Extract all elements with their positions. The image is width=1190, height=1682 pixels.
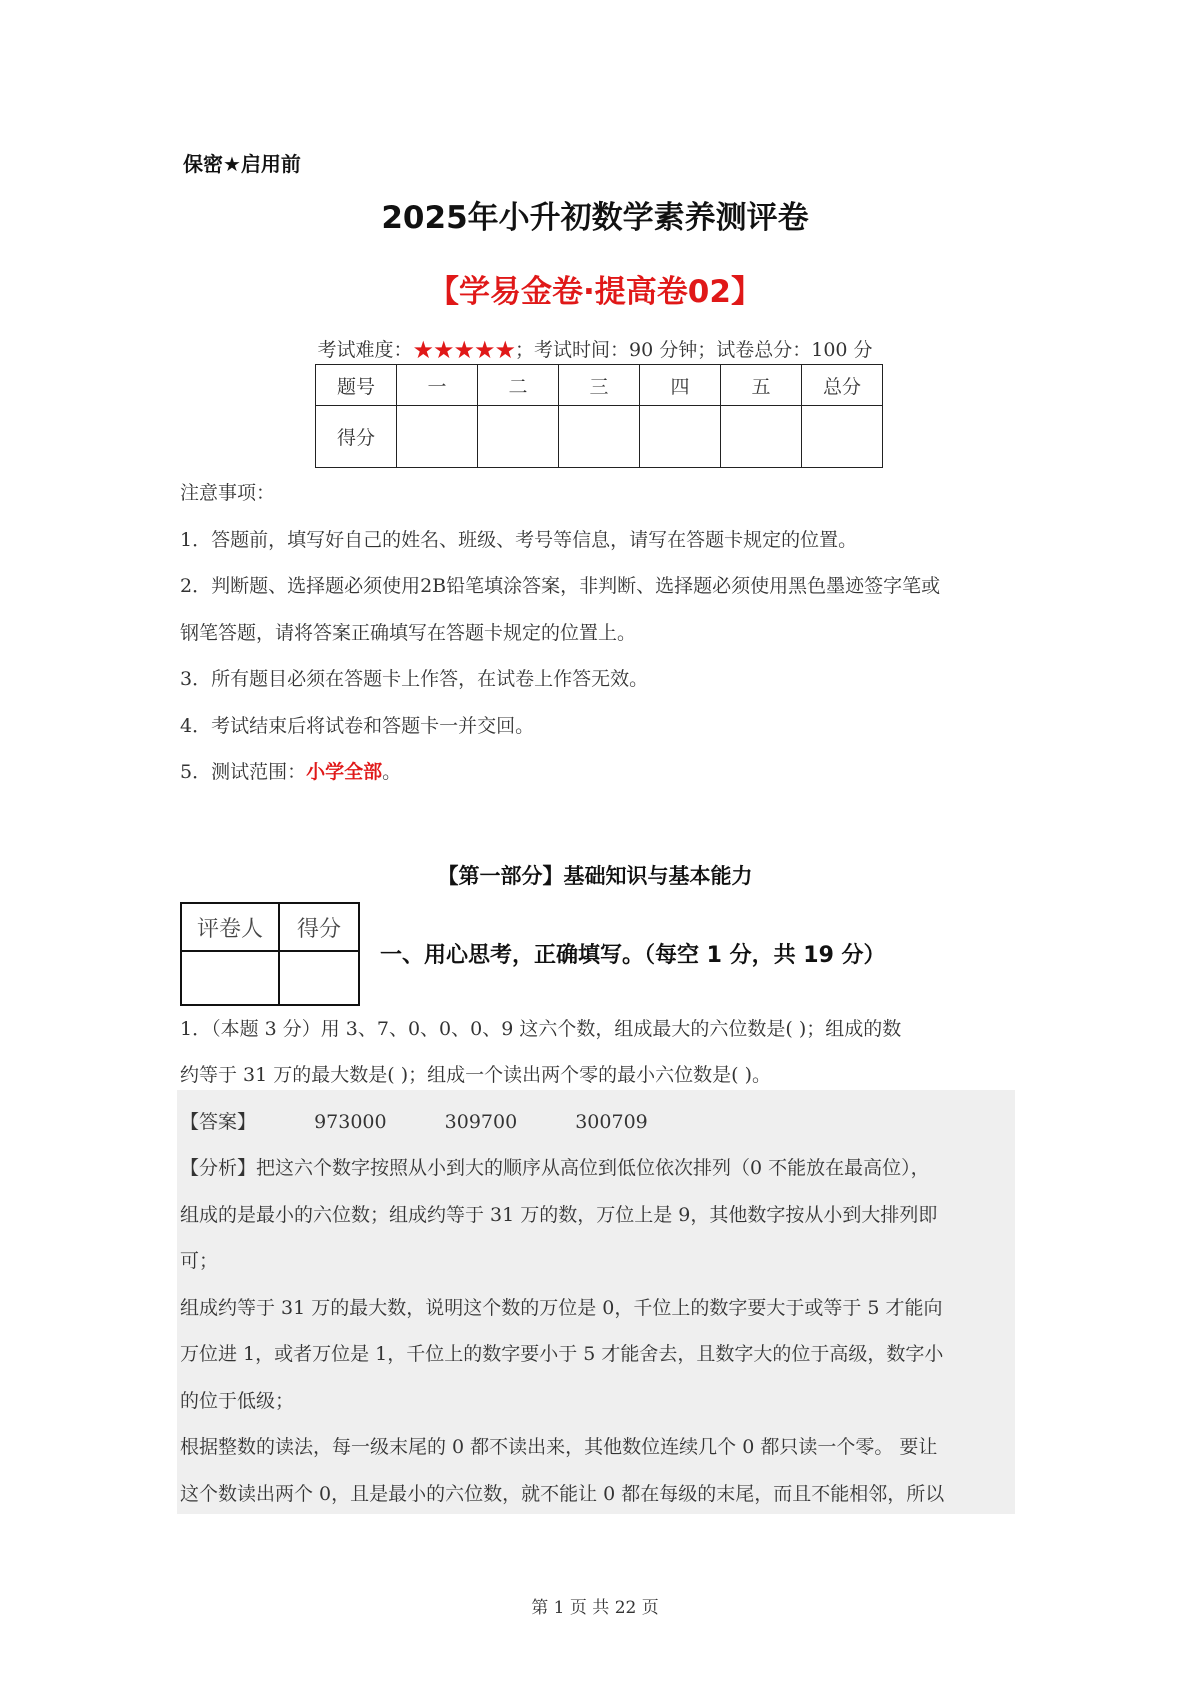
answer-value: 973000 <box>314 1111 387 1133</box>
score-header-cell: 总分 <box>802 365 883 406</box>
analysis-line: 组成约等于 31 万的最大数，说明这个数的万位是 0，千位上的数字要大于或等于 5 才能向 <box>180 1297 943 1319</box>
scope-value: 小学全部 <box>306 761 383 783</box>
question-line: 1．（本题 3 分）用 3、7、0、0、0、9 这六个数，组成最大的六位数是( )；组成的数 <box>180 1018 902 1040</box>
score-header-cell: 一 <box>397 365 478 406</box>
grader-table <box>180 902 360 1006</box>
scope-prefix: 5．测试范围： <box>180 761 307 783</box>
scope-suffix: 。 <box>382 761 402 783</box>
difficulty-stars-icon: ★★★★★ <box>412 336 516 364</box>
analysis-line: 根据整数的读法，每一级末尾的 0 都不读出来，其他数位连续几个 0 都只读一个零。 要让 <box>180 1436 938 1458</box>
notes-item: 3．所有题目必须在答题卡上作答，在试卷上作答无效。 <box>180 668 649 690</box>
score-header-cell: 二 <box>478 365 559 406</box>
score-header-cell: 四 <box>640 365 721 406</box>
score-cell <box>802 406 883 468</box>
analysis-line: 可； <box>180 1250 219 1272</box>
analysis-line: 【分析】把这六个数字按照从小到大的顺序从高位到低位依次排列（0 不能放在最高位）， <box>180 1157 930 1179</box>
analysis-line: 万位进 1，或者万位是 1，千位上的数字要小于 5 才能舍去，且数字大的位于高级，数字小 <box>180 1343 944 1365</box>
answer-value: 300709 <box>575 1111 648 1133</box>
score-header-cell: 五 <box>721 365 802 406</box>
grader-cell <box>181 951 279 1005</box>
score-header-cell: 三 <box>559 365 640 406</box>
score-table <box>315 364 883 468</box>
analysis-line: 组成的是最小的六位数；组成约等于 31 万的数，万位上是 9，其他数字按从小到大排列即 <box>180 1204 938 1226</box>
exam-meta <box>0 335 1190 364</box>
answer-line <box>180 1107 648 1134</box>
analysis-line: 的位于低级； <box>180 1390 295 1412</box>
notes-item: 1．答题前，填写好自己的姓名、班级、考号等信息，请写在答题卡规定的位置。 <box>180 529 858 551</box>
score-row-label: 得分 <box>316 406 397 468</box>
score-cell <box>478 406 559 468</box>
answer-value: 309700 <box>444 1111 518 1133</box>
notes-item: 2．判断题、选择题必须使用2B铅笔填涂答案，非判断、选择题必须使用黑色墨迹签字笔或 <box>180 575 941 597</box>
score-cell <box>397 406 478 468</box>
notes-item: 钢笔答题，请将答案正确填写在答题卡规定的位置上。 <box>180 622 637 644</box>
score-table-score-row <box>316 406 883 468</box>
exam-time-text: ；考试时间：90 分钟；试卷总分：100 分 <box>515 339 873 361</box>
notes-item-scope <box>180 757 401 784</box>
notes-item: 4．考试结束后将试卷和答题卡一并交回。 <box>180 715 535 737</box>
exam-subtitle: 【学易金卷·提高卷02】 <box>428 274 762 310</box>
question-line: 约等于 31 万的最大数是( )；组成一个读出两个零的最小六位数是( )。 <box>180 1064 771 1086</box>
score-cell <box>640 406 721 468</box>
answer-label: 【答案】 <box>180 1111 257 1133</box>
score-header-cell: 题号 <box>316 365 397 406</box>
part-title: 【第一部分】基础知识与基本能力 <box>437 864 753 888</box>
section-title: 一、用心思考，正确填写。（每空 1 分，共 19 分） <box>380 943 886 968</box>
grader-score-label: 得分 <box>279 903 359 951</box>
grader-score-cell <box>279 951 359 1005</box>
difficulty-label: 考试难度： <box>317 339 413 361</box>
page-number: 第 1 页 共 22 页 <box>531 1598 659 1618</box>
grader-label: 评卷人 <box>181 903 279 951</box>
analysis-line: 这个数读出两个 0，且是最小的六位数，就不能让 0 都在每级的末尾，而且不能相邻，所以 <box>180 1483 945 1505</box>
exam-title: 2025年小升初数学素养测评卷 <box>381 200 809 236</box>
confidential-label: 保密★启用前 <box>183 152 301 176</box>
score-cell <box>559 406 640 468</box>
score-table-header-row <box>316 365 883 406</box>
notes-heading: 注意事项： <box>180 482 276 504</box>
score-cell <box>721 406 802 468</box>
